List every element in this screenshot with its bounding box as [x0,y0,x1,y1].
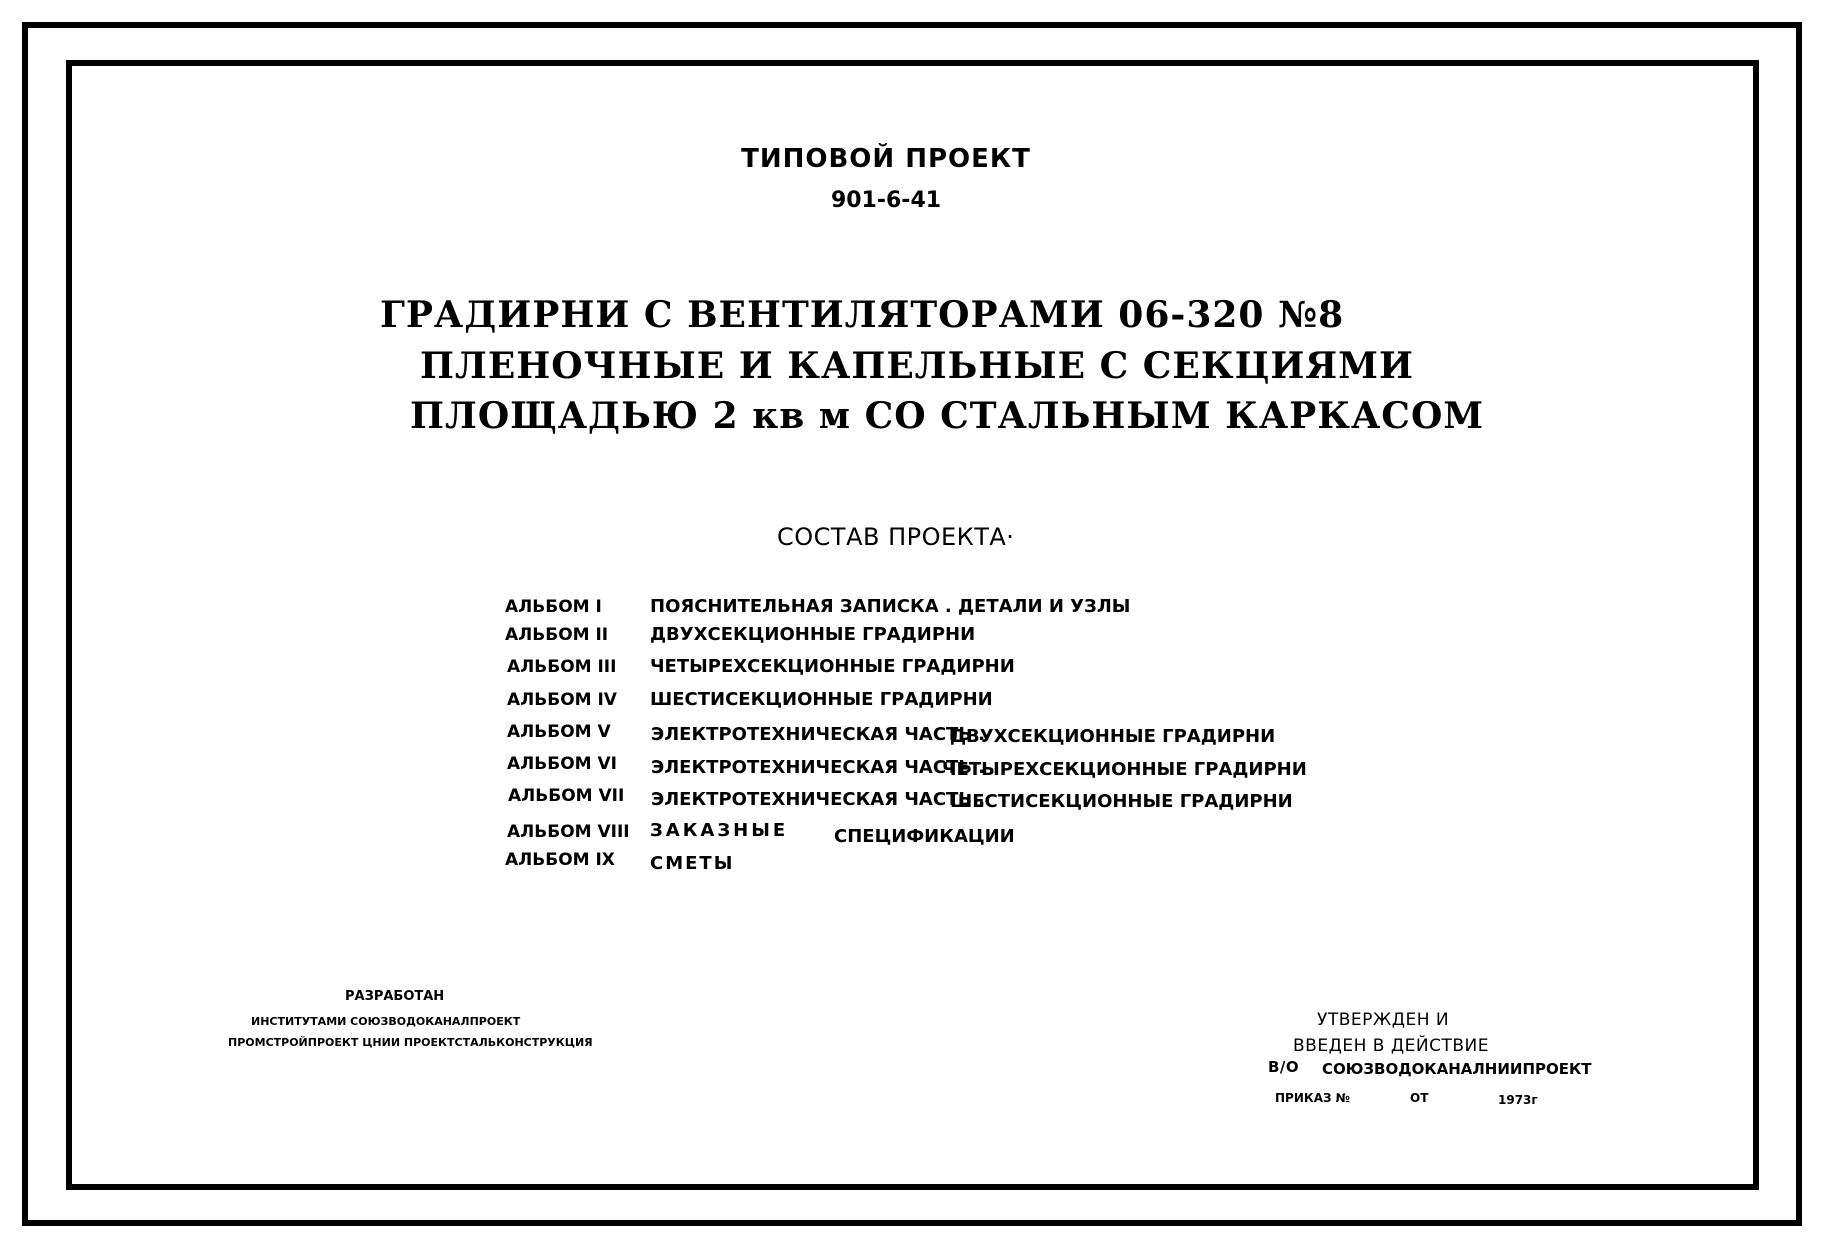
album-number: АЛЬБОМ I [505,597,602,617]
title-line-1: ГРАДИРНИ С ВЕНТИЛЯТОРАМИ 06-320 №8 [380,294,1345,336]
order-label: ПРИКАЗ № [1275,1091,1351,1105]
approved-organization: СОЮЗВОДОКАНАЛНИИПРОЕКТ [1322,1060,1592,1078]
order-from-label: ОТ [1410,1091,1429,1105]
album-number: АЛЬБОМ VII [508,786,625,806]
composition-heading: СОСТАВ ПРОЕКТА· [777,523,1015,551]
approved-org-prefix: В/О [1268,1058,1300,1076]
approved-line-1: УТВЕРЖДЕН И [1317,1010,1450,1030]
project-type-label: ТИПОВОЙ ПРОЕКТ [741,144,1031,174]
album-description: ШЕСТИСЕКЦИОННЫЕ ГРАДИРНИ [650,689,993,710]
title-line-2: ПЛЕНОЧНЫЕ И КАПЕЛЬНЫЕ С СЕКЦИЯМИ [420,345,1415,387]
album-number: АЛЬБОМ II [505,625,609,645]
album-number: АЛЬБОМ IX [505,850,615,870]
album-number: АЛЬБОМ V [507,722,611,742]
project-code: 901-6-41 [830,188,942,213]
developed-label: РАЗРАБОТАН [345,989,445,1004]
album-description: ЭЛЕКТРОТЕХНИЧЕСКАЯ ЧАСТЬ . [651,789,986,810]
album-description-continued: ШЕСТИСЕКЦИОННЫЕ ГРАДИРНИ [950,791,1293,812]
album-description-continued: СПЕЦИФИКАЦИИ [834,826,1015,847]
album-description: СМЕТЫ [650,853,735,874]
album-description-continued: ЧЕТЫРЕХСЕКЦИОННЫЕ ГРАДИРНИ [942,759,1307,780]
album-number: АЛЬБОМ IV [507,690,617,710]
developed-institutes-line-2: ПРОМСТРОЙПРОЕКТ ЦНИИ ПРОЕКТСТАЛЬКОНСТРУКЦИЯ [228,1036,593,1049]
developed-institutes-line-1: ИНСТИТУТАМИ СОЮЗВОДОКАНАЛПРОЕКТ [251,1015,521,1028]
album-description: ПОЯСНИТЕЛЬНАЯ ЗАПИСКА . ДЕТАЛИ И УЗЛЫ [650,596,1131,617]
album-description: ДВУХСЕКЦИОННЫЕ ГРАДИРНИ [650,624,976,645]
title-line-3: ПЛОЩАДЬЮ 2 кв м СО СТАЛЬНЫМ КАРКАСОМ [410,395,1485,437]
album-number: АЛЬБОМ VI [507,754,617,774]
album-description: ЭЛЕКТРОТЕХНИЧЕСКАЯ ЧАСТЬ . [651,757,986,778]
album-description-continued: ДВУХСЕКЦИОННЫЕ ГРАДИРНИ [950,726,1276,747]
album-number: АЛЬБОМ VIII [507,822,630,842]
order-year: 1973г [1498,1093,1538,1107]
approved-line-2: ВВЕДЕН В ДЕЙСТВИЕ [1293,1036,1489,1056]
album-description: ЧЕТЫРЕХСЕКЦИОННЫЕ ГРАДИРНИ [650,656,1015,677]
album-description: ЗАКАЗНЫЕ [650,820,789,841]
album-number: АЛЬБОМ III [507,657,617,677]
album-description: ЭЛЕКТРОТЕХНИЧЕСКАЯ ЧАСТЬ . [651,724,986,745]
